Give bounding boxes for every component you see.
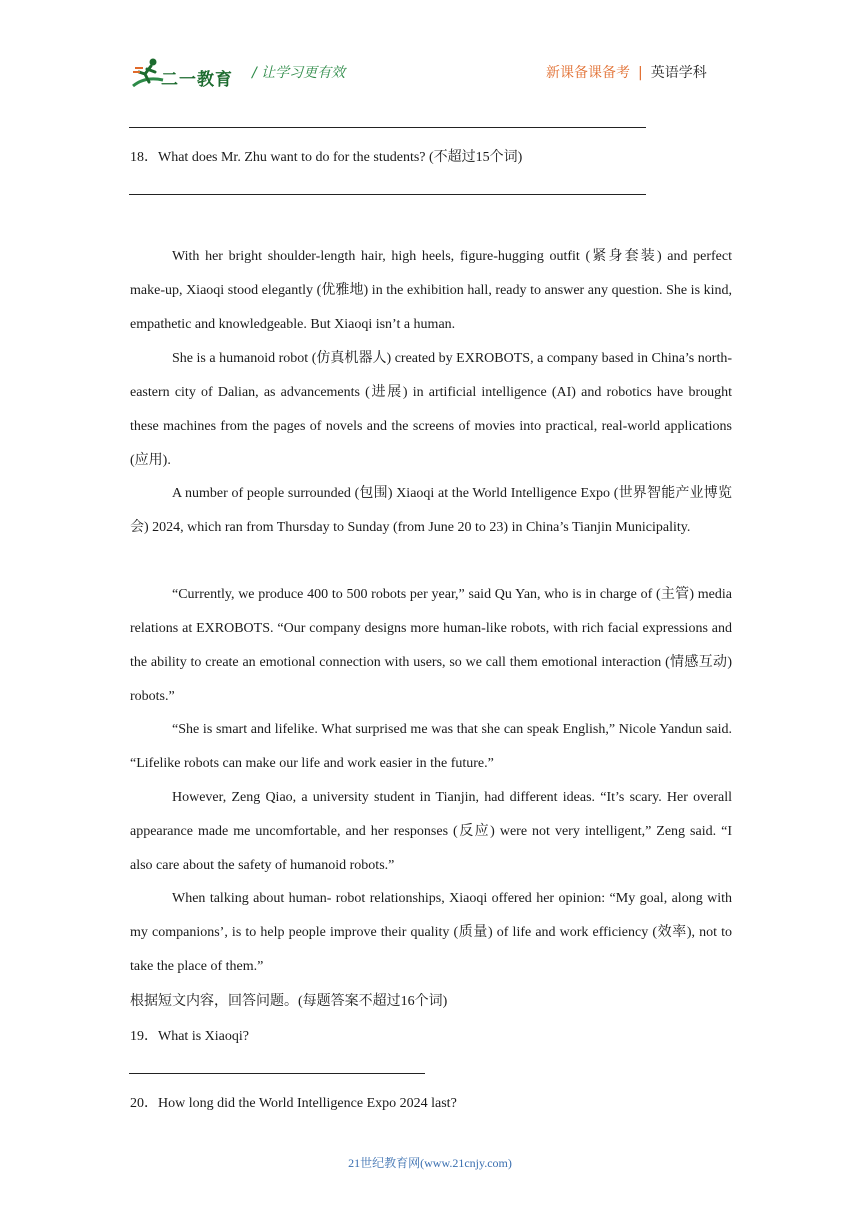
subject-tag: 新课备课备考 bbox=[546, 65, 630, 81]
logo bbox=[131, 56, 243, 90]
answer-line-18[interactable] bbox=[129, 194, 646, 195]
header-subject bbox=[546, 62, 707, 82]
subject-name: 英语学科 bbox=[650, 65, 707, 81]
passage-paragraph-7: When talking about human- robot relationships, Xiaoqi offered her opinion: “My goal, along with my companions’, is to help people improve their quality (质量) of life and work efficiency (效率), not to take the place of them.” bbox=[130, 891, 732, 974]
logo-text: 二一教育 bbox=[161, 70, 233, 90]
slogan: / 让学习更有效 bbox=[252, 65, 346, 81]
passage-paragraph-4: “Currently, we produce 400 to 500 robots per year,” said Qu Yan, who is in charge of (主管) media relations at EXROBOTS. “Our company designs more human-like robots, with rich facial expressions and the ability to create an emotional connection with users, so we call them emotional interaction (情感互动) robots.” bbox=[130, 587, 732, 704]
header-separator: | bbox=[638, 65, 643, 81]
answer-line-17[interactable] bbox=[129, 127, 646, 128]
passage-paragraph-5: “She is smart and lifelike. What surprised me was that she can speak English,” Nicole Yandun said. “Lifelike robots can make our life and work easier in the future.” bbox=[130, 722, 732, 771]
instruction: 根据短文内容，回答问题。(每题答案不超过16个词) bbox=[130, 994, 448, 1009]
question-18: 18．What does Mr. Zhu want to do for the students? (不超过15个词) bbox=[130, 150, 523, 165]
passage-paragraph-6: However, Zeng Qiao, a university student in Tianjin, had different ideas. “It’s scary. Her overall appearance made me uncomfortable, and her responses (反应) were not very intelligent,” Zeng said. “I also care about the safety of humanoid robots.” bbox=[130, 790, 732, 873]
footer-source: 21世纪教育网(www.21cnjy.com) bbox=[348, 1156, 512, 1170]
runner-logo-icon bbox=[131, 56, 165, 90]
passage-paragraph-1: With her bright shoulder-length hair, high heels, figure-hugging outfit (紧身套装) and perfect make-up, Xiaoqi stood elegantly (优雅地) in the exhibition hall, ready to answer any question. She is kind, empathetic and knowledgeable. But Xiaoqi isn’t a human. bbox=[130, 249, 732, 332]
page-header bbox=[0, 0, 860, 110]
passage-paragraph-3: A number of people surrounded (包围) Xiaoqi at the World Intelligence Expo (世界智能产业博览会) 2024, which ran from Thursday to Sunday (from June 20 to 23) in China’s Tianjin Municipality. bbox=[130, 486, 732, 535]
question-20: 20．How long did the World Intelligence Expo 2024 last? bbox=[130, 1096, 457, 1111]
answer-line-19[interactable] bbox=[129, 1073, 425, 1074]
question-19: 19．What is Xiaoqi? bbox=[130, 1029, 249, 1044]
passage-paragraph-2: She is a humanoid robot (仿真机器人) created by EXROBOTS, a company based in China’s north-eastern city of Dalian, as advancements (进展) in artificial intelligence (AI) and robotics have brought these machines from the pages of novels and the screens of movies into practical, real-world applications (应用). bbox=[130, 351, 732, 468]
